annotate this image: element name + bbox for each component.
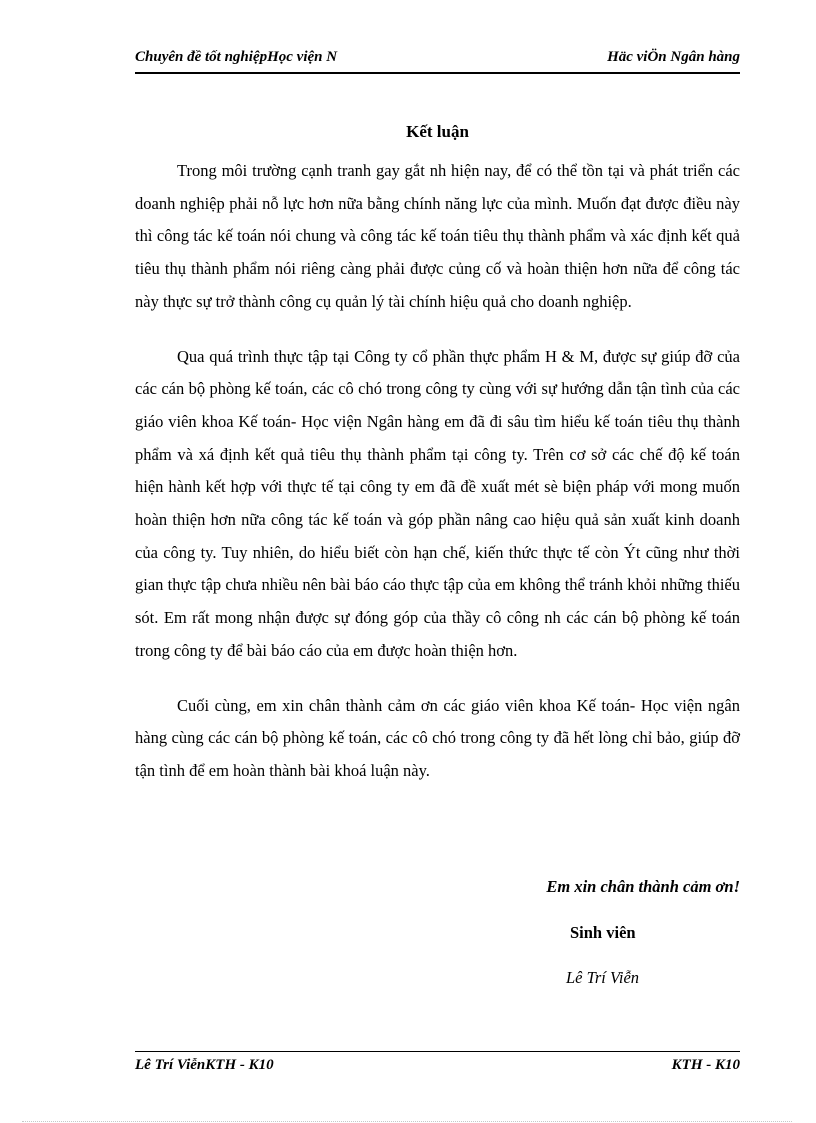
page-header [135,46,740,74]
paragraph-3: Cuối cùng, em xin chân thành cảm ơn các giáo viên khoa Kế toán- Học viện ngân hàng cùng các cán bộ phòng kế toán, các cô chó trong công ty đã hết lòng chỉ bảo, giúp đỡ tận tình để em hoàn thành bài khoá luận này. [135,695,740,780]
header-right-text: Häc viÖn Ngân hàng [607,49,740,65]
page-break-divider [22,1121,792,1122]
closing-thanks: Em xin chân thành cảm ơn! [546,877,740,896]
page-footer [135,1051,740,1080]
signature-role: Sinh viên [570,923,636,942]
footer-left-text: Lê Trí ViễnKTH - K10 [135,1057,274,1073]
page-title: Kết luận [406,122,469,141]
paragraph-1: Trong môi trường cạnh tranh gay gắt nh hiện nay, để có thể tồn tại và phát triển các doanh nghiệp phải nỗ lực hơn nữa bằng chính năng lực của mình. Muốn đạt được điều này thì công tác kế toán nói chung và công tác kế toán tiêu thụ thành phẩm và xác định kết quả tiêu thụ thành phẩm nói riêng càng phải được củng cố và hoàn thiện hơn nữa để công tác này thực sự trở thành công cụ quản lý tài chính hiệu quả cho doanh nghiệp. [135,161,740,311]
footer-right-text: KTH - K10 [671,1057,740,1073]
document-body [135,155,740,788]
paragraph-2: Qua quá trình thực tập tại Công ty cổ phần thực phẩm H & M, được sự giúp đỡ của các cán bộ phòng kế toán, các cô chó trong công ty cùng với sự hướng dẫn tận tình của các giáo viên khoa Kế toán- Học viện Ngân hàng em đã đi sâu tìm hiểu kế toán tiêu thụ thành phẩm và xá định kết quả tiêu thụ thành phẩm tại công ty. Trên cơ sở các chế độ kế toán hiện hành kết hợp với thực tế tại công ty em đã đề xuất mét sè biện pháp với mong muốn hoàn thiện hơn nữa công tác kế toán và góp phần nâng cao hiệu quả sản xuất kinh doanh của công ty. Tuy nhiên, do hiểu biết còn hạn chế, kiến thức thực tế còn Ýt cũng như thời gian thực tập chưa nhiều nên bài báo cáo thực tập của em không thể tránh khỏi những thiếu sót. Em rất mong nhận được sự đóng góp của thầy cô công nh các cán bộ phòng kế toán trong công ty để bài báo cáo của em được hoàn thiện hơn. [135,346,740,660]
signature-name: Lê Trí Viễn [566,968,640,987]
header-left-text: Chuyên đề tốt nghiệpHọc viện N [135,49,338,65]
